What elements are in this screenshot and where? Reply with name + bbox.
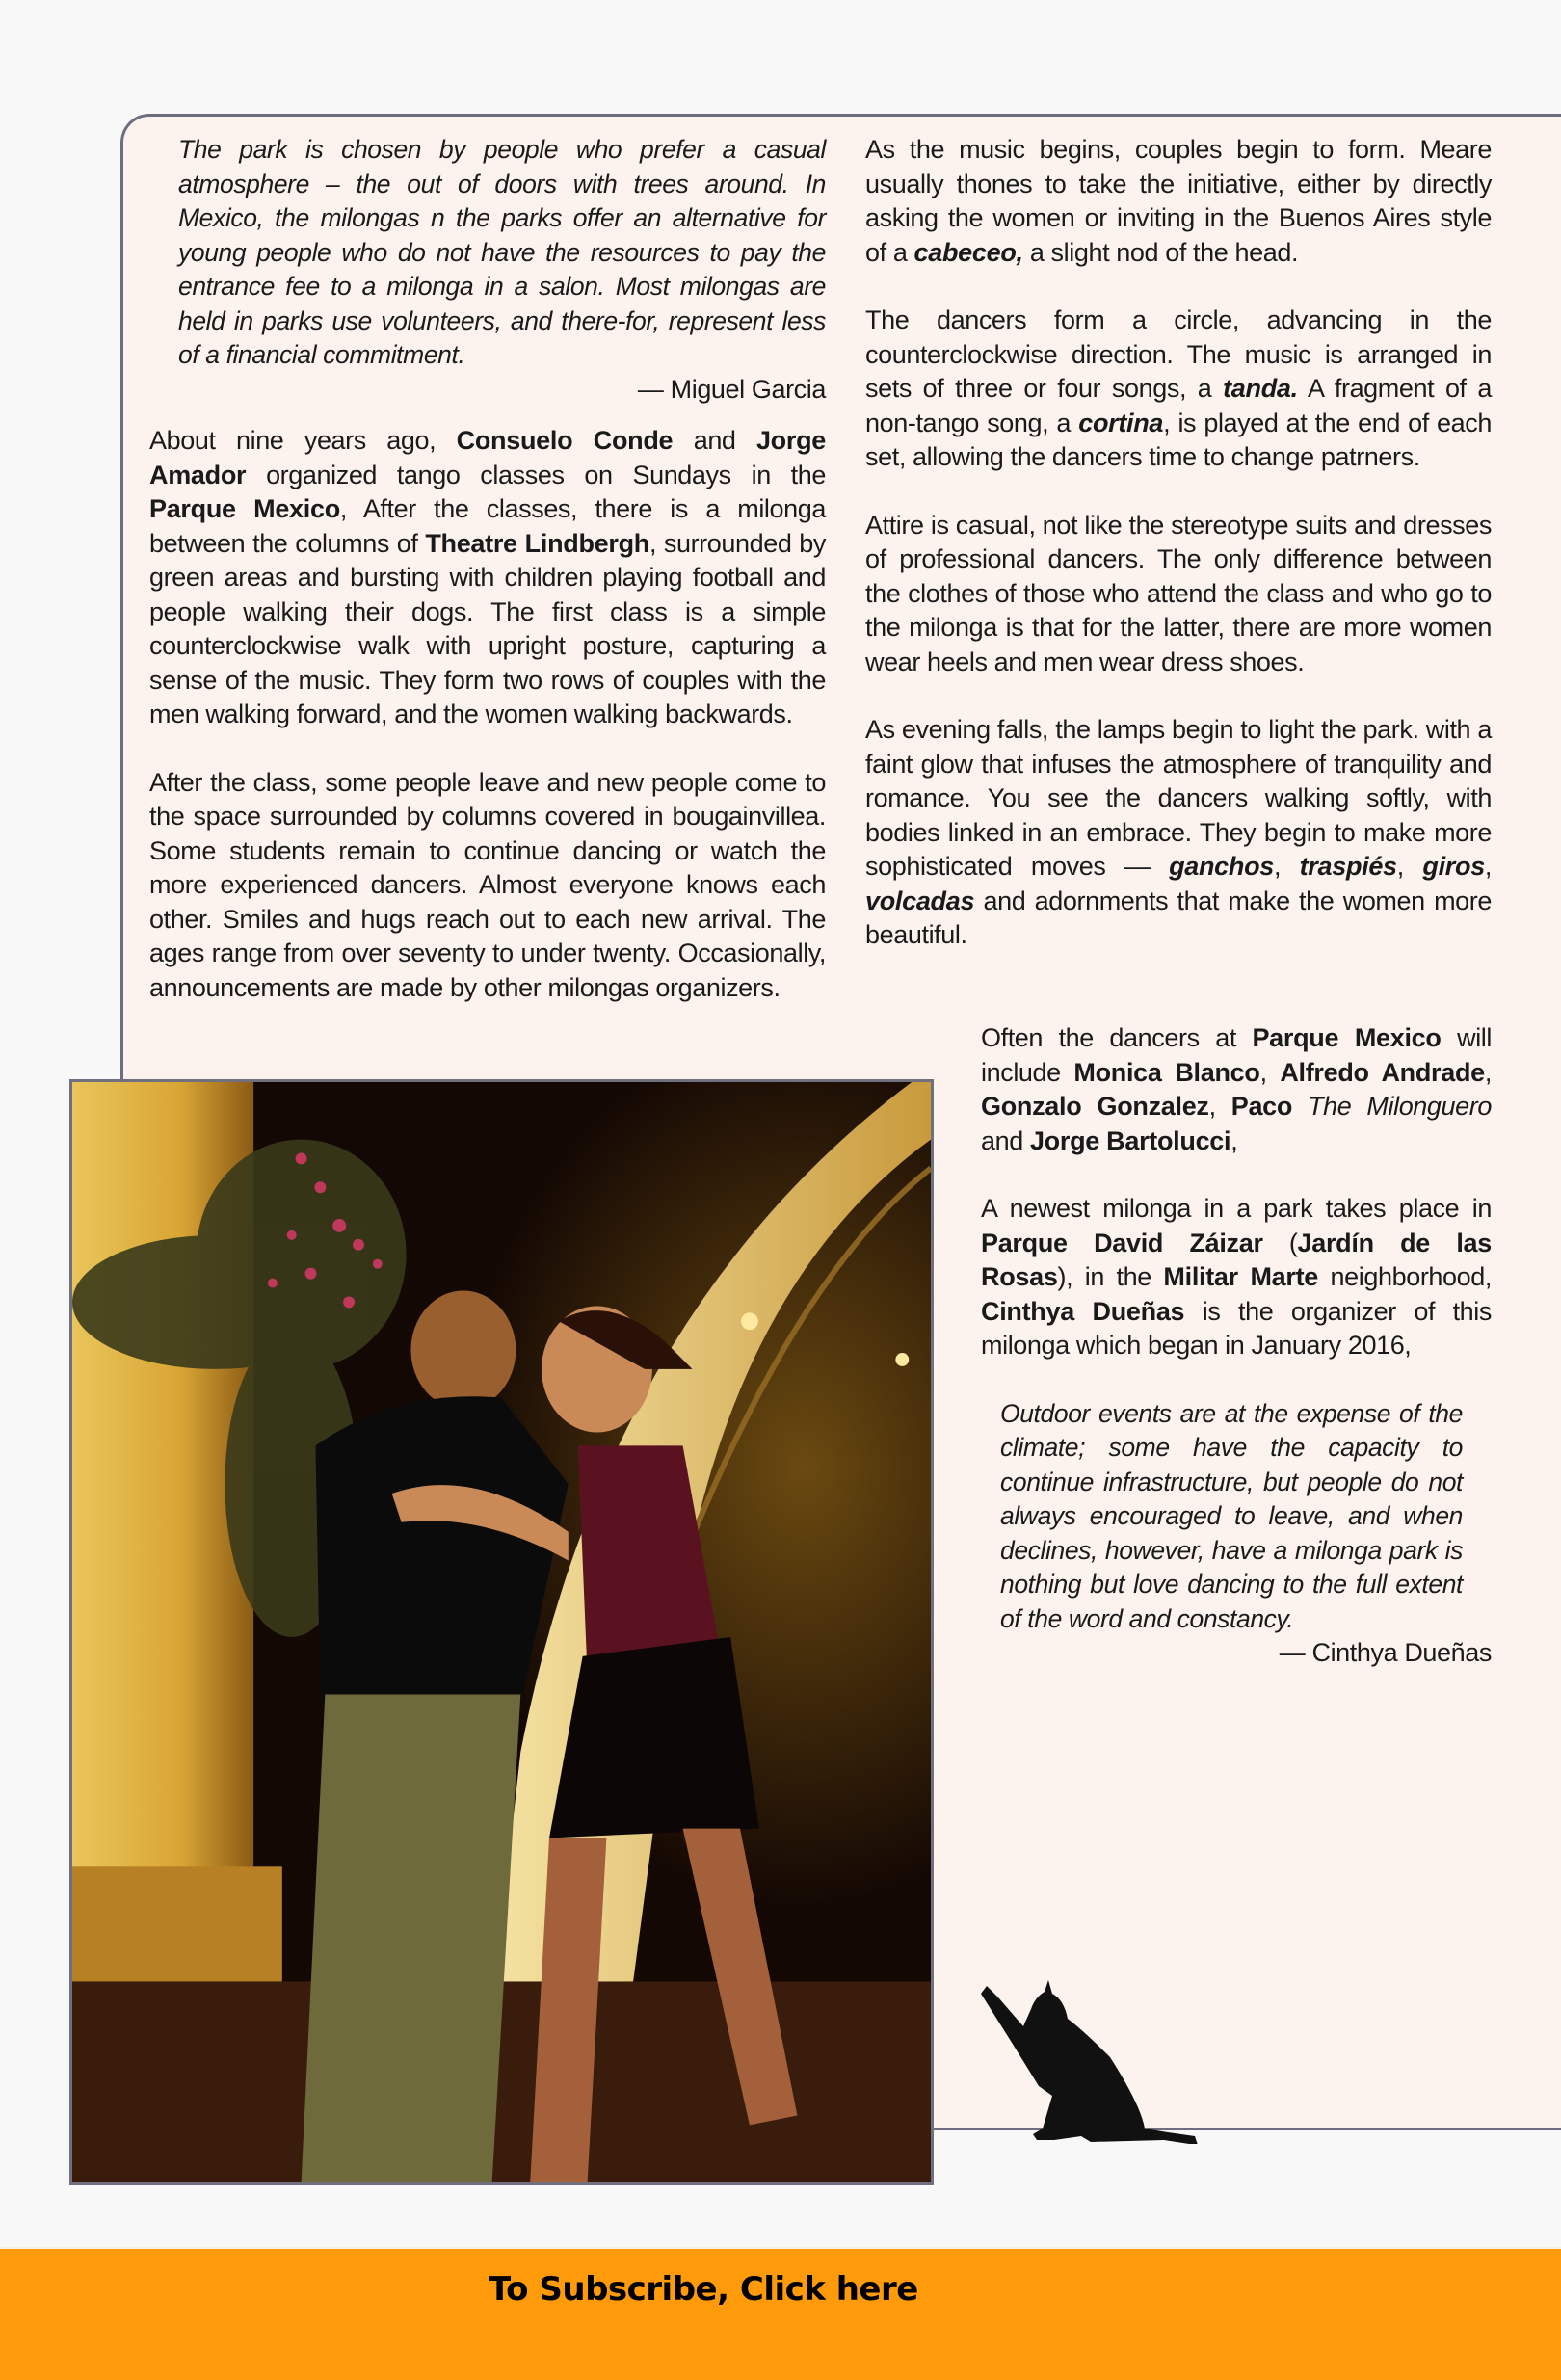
paragraph-attire: Attire is casual, not like the stereotype suits and dresses of professional dancers. The only difference between the clothes of those who attend the class and who go to the milonga is that for the latter, there are more women wear heels and men wear dress shoes.: [865, 510, 1492, 676]
paragraph-after-class: After the class, some people leave and new people come to the space surrounded by columns covered in bougainvillea. Some students remain to continue dancing or watch the more experienced dancers. Almost everyone knows each other. Smiles and hugs reach out to each new arrival. The ages range from over seventy to under twenty. Occasionally, announcements are made by other milongas organizers.: [149, 767, 826, 1002]
term-ganchos: ganchos: [1169, 852, 1274, 881]
place-parque-david-zaizar: Parque David Záizar: [981, 1228, 1263, 1257]
text: neighborhood,: [1318, 1262, 1492, 1291]
text: ,: [1396, 852, 1423, 881]
text: Often the dancers at: [981, 1023, 1253, 1052]
name-paco: Paco: [1230, 1092, 1293, 1121]
text: is the organizer of this milonga which began in January 2016,: [981, 1296, 1492, 1360]
text: The dancers form a circle, advancing in the counterclockwise direction. The music is arranged in sets of three or four songs, a: [865, 305, 1492, 403]
text: A fragment of a non-tango song, a: [865, 374, 1492, 437]
paragraph-circle: [865, 304, 1492, 475]
right-column: [865, 133, 1492, 987]
pull-quote-duenas: [1000, 1397, 1492, 1671]
term-volcadas: volcadas: [865, 886, 975, 915]
name-monica-blanco: Monica Blanco: [1073, 1057, 1260, 1087]
photo-illustration: [72, 1082, 931, 2182]
text: ,: [1484, 1057, 1492, 1087]
text: A newest milonga in a park takes place in: [981, 1194, 1492, 1223]
text: As the music begins, couples begin to form. Meare usually thones to take the initiative, either by directly asking the women or inviting in the Buenos Aires style of a: [865, 135, 1492, 267]
term-cortina: cortina: [1078, 408, 1164, 437]
place-militar-marte: Militar Marte: [1163, 1262, 1318, 1291]
text: ), in the: [1057, 1262, 1164, 1291]
nickname-milonguero: The Milonguero: [1308, 1092, 1492, 1121]
name-consuelo-conde: Consuelo Conde: [456, 426, 674, 455]
left-column: [149, 133, 826, 1039]
text: ,: [1273, 852, 1300, 881]
quote-attribution: — Miguel Garcia: [637, 374, 826, 404]
place-parque-mexico: Parque Mexico: [149, 494, 340, 523]
paragraph-newest-milonga: [981, 1192, 1492, 1363]
term-cabeceo: cabeceo,: [913, 237, 1023, 267]
text: and: [981, 1125, 1030, 1155]
text: ,: [1484, 852, 1493, 881]
right-lower-column: [981, 1021, 1492, 1671]
place-theatre-lindbergh: Theatre Lindbergh: [425, 528, 649, 558]
paragraph-music-begins: [865, 133, 1492, 270]
name-gonzalo-gonzalez: Gonzalo Gonzalez: [981, 1092, 1209, 1121]
name-jorge-bartolucci: Jorge Bartolucci: [1029, 1125, 1231, 1155]
text: (: [1262, 1228, 1298, 1257]
term-traspies: traspiés: [1299, 852, 1397, 881]
text: About nine years ago,: [149, 426, 457, 455]
text: , After the classes, there is a milonga between the columns of: [149, 494, 826, 558]
term-giros: giros: [1422, 852, 1485, 881]
paragraph-evening: [865, 713, 1492, 953]
text: and adornments that make the women more beautiful.: [865, 886, 1492, 949]
text: As evening falls, the lamps begin to light the park. with a faint glow that infuses the atmosphere of tranquility and romance. You see the dancers walking softly, with bodies linked in an embrace. They begin to make more sophisticated moves —: [865, 715, 1492, 881]
subscribe-banner: [0, 2247, 1561, 2380]
name-cinthya-duenas: Cinthya Dueñas: [981, 1296, 1185, 1326]
tango-couple-photo: [69, 1079, 934, 2185]
paragraph-dancers: [981, 1021, 1492, 1158]
pull-quote-garcia: [178, 133, 826, 407]
text: will include: [981, 1023, 1493, 1087]
place-parque-mexico: Parque Mexico: [1252, 1023, 1442, 1052]
text: ,: [1208, 1092, 1231, 1121]
text: a slight nod of the head.: [1022, 237, 1299, 267]
text: ,: [1259, 1057, 1281, 1087]
text: organized tango classes on Sundays in the: [246, 460, 826, 489]
term-tanda: tanda.: [1223, 374, 1298, 403]
black-cat-silhouette: [975, 1970, 1235, 2144]
place-jardin-de-las-rosas: Jardín de las Rosas: [981, 1228, 1492, 1291]
quote-text: Outdoor events are at the expense of the climate; some have the capacity to continue infrastructure, but people do not always encouraged to leave, and when declines, however, have a milonga park is nothing but love dancing to the full extent of the word and constancy.: [1000, 1398, 1463, 1633]
text: and: [673, 426, 756, 455]
text: , surrounded by green areas and bursting with children playing football and people walking their dogs. The first class is a simple counterclockwise walk with upright posture, capturing a sense of the music. They form two rows of couples with the men walking forward, and the women walking backwards.: [149, 528, 826, 728]
text: [1292, 1092, 1308, 1121]
name-jorge-amador: Jorge Amador: [149, 426, 826, 489]
name-alfredo-andrade: Alfredo Andrade: [1280, 1057, 1485, 1087]
quote-text: The park is chosen by people who prefer a casual atmosphere – the out of doors with trees around. In Mexico, the milongas n the parks offer an alternative for young people who do not have the resources to pay the entrance fee to a milonga in a salon. Most milongas are held in parks use volunteers, and there-for, represent less of a financial commitment.: [178, 135, 826, 369]
subscribe-link[interactable]: To Subscribe, Click here: [489, 2270, 918, 2309]
text: ,: [1230, 1125, 1238, 1155]
text: , is played at the end of each set, allowing the dancers time to change patrners.: [865, 408, 1492, 471]
paragraph-history: [149, 424, 826, 732]
quote-attribution: — Cinthya Dueñas: [1279, 1638, 1492, 1667]
